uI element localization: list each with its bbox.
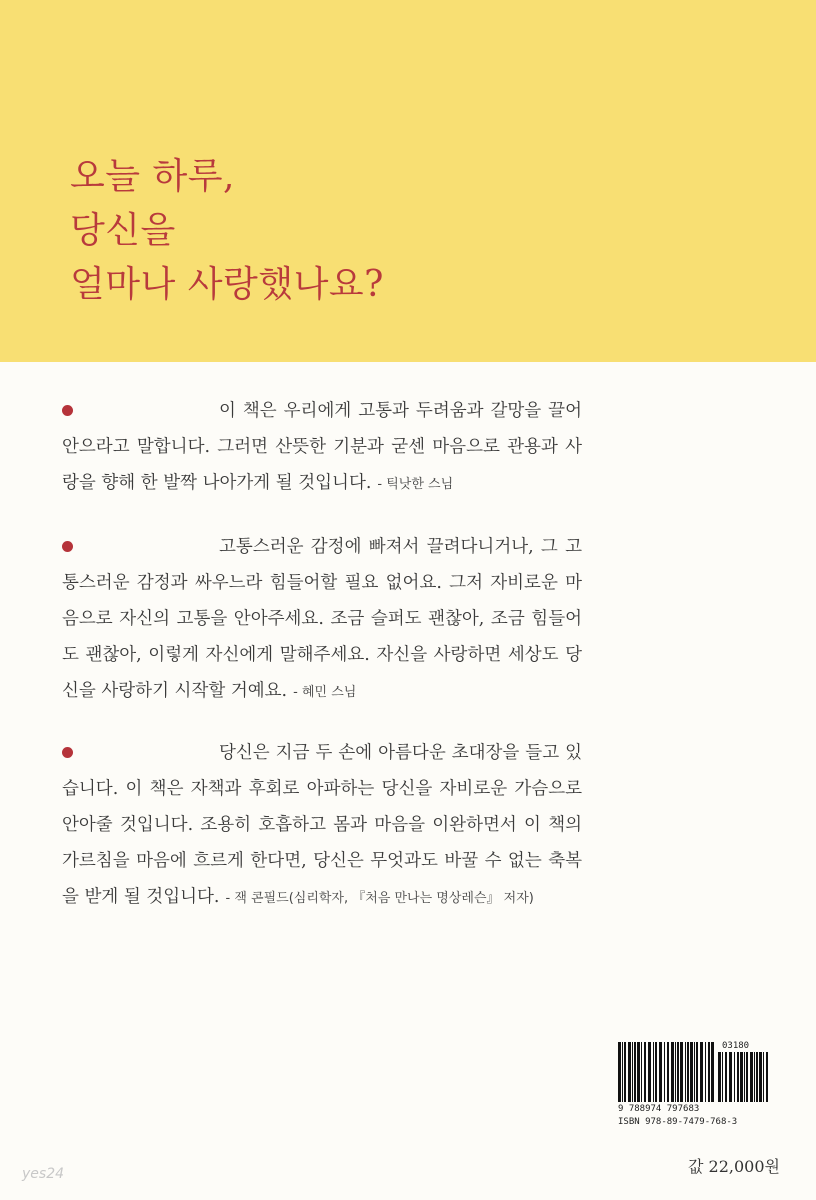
quote-3-attribution: - 잭 콘필드(심리학자, 『처음 만나는 명상레슨』 저자) [225, 891, 534, 906]
quote-3 [62, 735, 582, 917]
isbn-barcode [618, 1042, 770, 1128]
cover-headline [70, 150, 384, 312]
barcode-addon-number: 03180 [722, 1041, 750, 1051]
barcode-isbn-text: ISBN 978-89-7479-768-3 [618, 1117, 738, 1127]
headline-line-2: 당신을 [70, 210, 176, 251]
barcode-ean-number: 9 788974 797683 [618, 1104, 700, 1114]
quote-1-text: 이 책은 우리에게 고통과 두려움과 갈망을 끌어안으라고 말합니다. 그러면 산뜻한 기분과 굳센 마음으로 관용과 사랑을 향해 한 발짝 나아가게 될 것입니다. [62, 401, 582, 493]
quote-2-attribution: - 혜민 스님 [293, 685, 357, 700]
barcode-addon-bars [718, 1052, 770, 1102]
quote-1 [62, 393, 582, 503]
quote-2 [62, 529, 582, 711]
quote-2-text: 고통스러운 감정에 빠져서 끌려다니거나, 그 고통스러운 감정과 싸우느라 힘들어할 필요 없어요. 그저 자비로운 마음으로 자신의 고통을 안아주세요. 조금 슬퍼도 괜찮아, 조금 힘들어도 괜찮아, 이렇게 자신에게 말해주세요. 자신을 사랑하면 세상도 당신을 사랑하기 시작할 거예요. [62, 537, 582, 701]
headline-line-1: 오늘 하루, [70, 156, 235, 197]
watermark: yes24 [22, 1166, 65, 1182]
book-price: 값 22,000원 [688, 1157, 780, 1176]
quote-1-attribution: - 틱낫한 스님 [377, 477, 454, 492]
headline-line-3: 얼마나 사랑했나요? [70, 264, 384, 305]
barcode-bars [618, 1042, 714, 1102]
quote-3-text: 당신은 지금 두 손에 아름다운 초대장을 들고 있습니다. 이 책은 자책과 후회로 아파하는 당신을 자비로운 가슴으로 안아줄 것입니다. 조용히 호흡하고 몸과 마음을 이완하면서 이 책의 가르침을 마음에 흐르게 한다면, 당신은 무엇과도 바꿀 수 없는 축복을 받게 될 것입니다. [62, 743, 582, 907]
